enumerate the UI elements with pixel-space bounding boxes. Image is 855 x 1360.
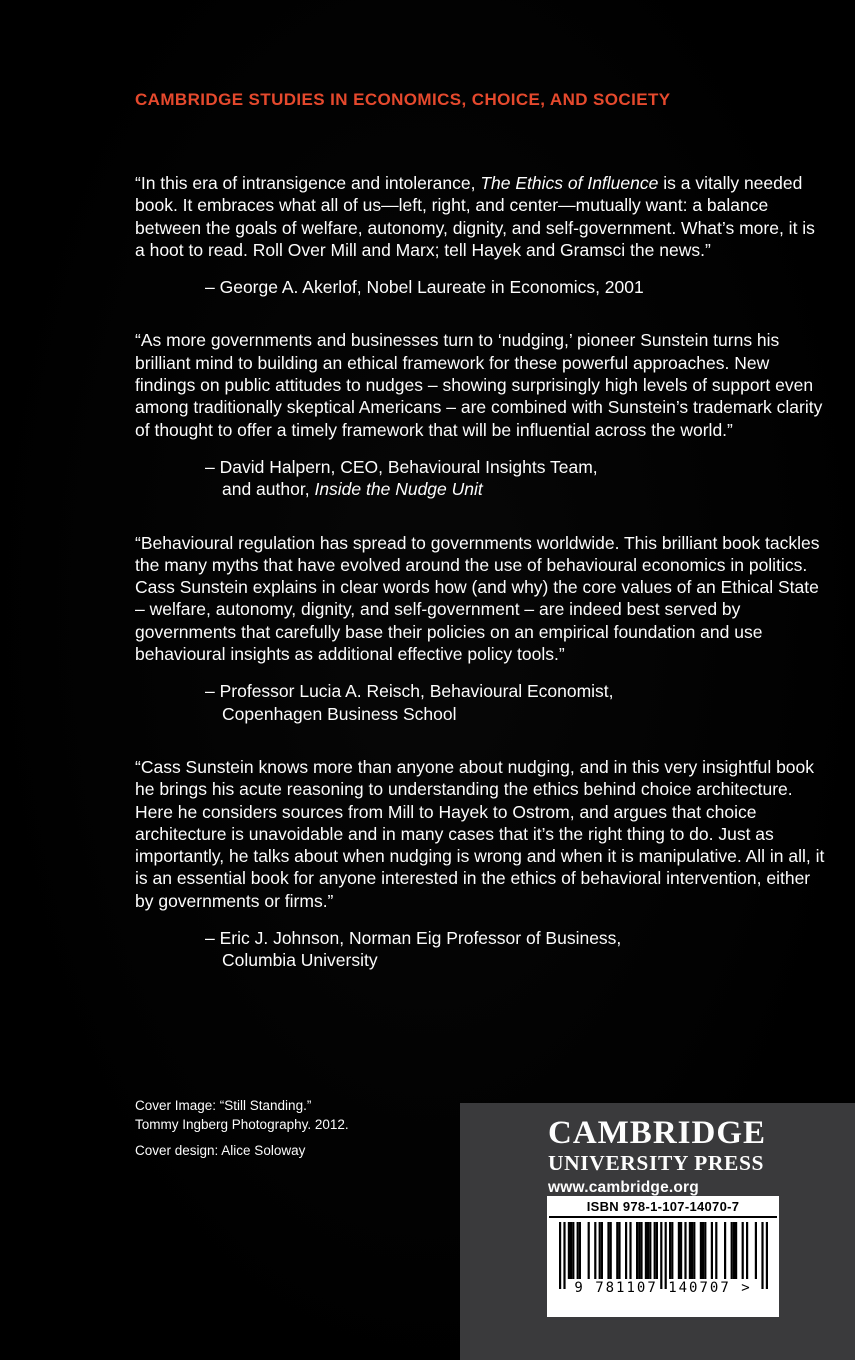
- publisher-name-line1: CAMBRIDGE: [548, 1115, 767, 1151]
- quote-text: “In this era of intransigence and intolerance, The Ethics of Influence is a vitally needed book. It embraces what all of us—left, right, and center—mutually want: a balance between the goals of welfare, autonomy, dignity, and self-government. What’s more, it is a hoot to read. Roll Over Mill and Marx; tell Hayek and Gramsci the news.”: [135, 173, 815, 260]
- publisher-website: www.cambridge.org: [548, 1179, 699, 1196]
- quote-attribution: [135, 276, 825, 298]
- quote-attribution: [135, 927, 825, 972]
- quotes-section: [135, 172, 825, 1003]
- credit-line-designer: Cover design: Alice Soloway: [135, 1143, 306, 1158]
- isbn-box: [547, 1196, 779, 1317]
- attribution-line: – George A. Akerlof, Nobel Laureate in Economics, 2001: [205, 277, 644, 298]
- credit-line-photographer: Tommy Ingberg Photography. 2012.: [135, 1117, 349, 1132]
- publisher-name-line2: UNIVERSITY PRESS: [548, 1151, 765, 1175]
- quote-text: “As more governments and businesses turn to ‘nudging,’ pioneer Sunstein turns his brilliant mind to building an ethical framework for these powerful approaches. New findings on public attitudes to nudges – showing surprisingly high levels of support even among traditionally skeptical Americans – are combined with Sunstein’s trademark clarity of thought to offer a timely framework that will be influential across the world.”: [135, 330, 823, 440]
- publisher-logo: [460, 1103, 855, 1197]
- quote-attribution: [135, 456, 825, 501]
- quote: [135, 532, 825, 725]
- isbn-label: ISBN 978-1-107-14070-7: [549, 1196, 777, 1218]
- quote: [135, 172, 825, 298]
- barcode-digits: 9 781107 140707 >: [574, 1280, 752, 1296]
- attribution-line: Copenhagen Business School: [222, 703, 457, 724]
- attribution-line: – Professor Lucia A. Reisch, Behavioural Economist,: [205, 681, 614, 702]
- barcode: [559, 1222, 768, 1289]
- series-title: CAMBRIDGE STUDIES IN ECONOMICS, CHOICE, AND SOCIETY: [135, 90, 671, 109]
- attribution-line: – Eric J. Johnson, Norman Eig Professor of Business,: [205, 928, 622, 949]
- quote-text: “Behavioural regulation has spread to governments worldwide. This brilliant book tackles the many myths that have evolved around the use of behavioural economics in politics. Cass Sunstein explains in clear words how (and why) the core values of an Ethical State – welfare, autonomy, dignity, and self-government – are indeed best served by governments that carefully base their policies on an empirical foundation and use behavioural insights as additional effective policy tools.”: [135, 532, 820, 665]
- quote-attribution: [135, 680, 825, 725]
- attribution-line: and author, Inside the Nudge Unit: [222, 479, 483, 500]
- quote: [135, 329, 825, 500]
- quote-text: “Cass Sunstein knows more than anyone about nudging, and in this very insightful book he brings his acute reasoning to understanding the ethics behind choice architecture. Here he considers sources from Mill to Hayek to Ostrom, and argues that choice architecture is unavoidable and in many cases that it’s the right thing to do. Just as importantly, he talks about when nudging is wrong and when it is manipulative. All in all, it is an essential book for anyone interested in the ethics of behavioral intervention, either by governments or firms.”: [135, 756, 825, 911]
- quote: [135, 756, 825, 972]
- credit-gap: [135, 1134, 349, 1141]
- attribution-line: – David Halpern, CEO, Behavioural Insights Team,: [205, 456, 598, 477]
- cover-credits: [135, 1096, 349, 1160]
- attribution-line: Columbia University: [222, 950, 378, 971]
- publisher-box: [460, 1103, 855, 1360]
- credit-line-cover-image: Cover Image: “Still Standing.”: [135, 1098, 312, 1113]
